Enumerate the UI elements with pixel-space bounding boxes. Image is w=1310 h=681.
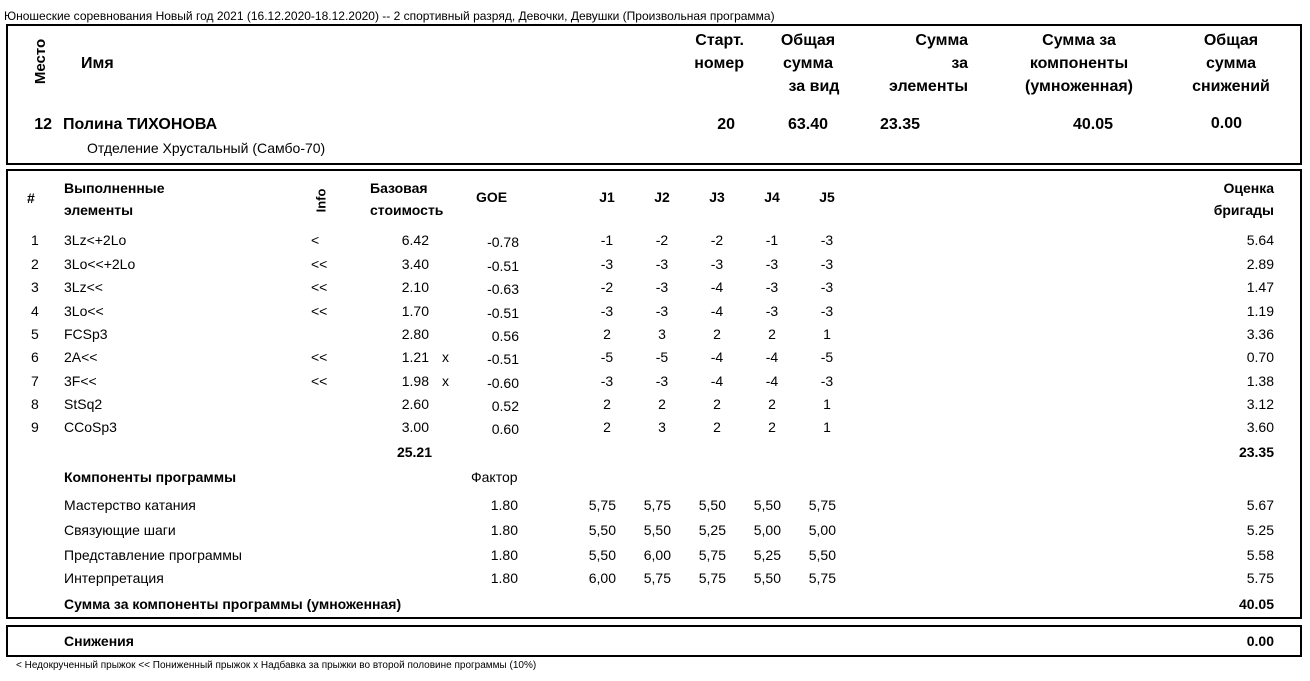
element-info: << — [311, 303, 328, 319]
component-judge-3: 5,75 — [698, 570, 726, 586]
component-judge-1: 5,50 — [588, 547, 616, 563]
component-name: Интерпретация — [64, 570, 164, 586]
element-name: FCSp3 — [64, 326, 108, 342]
event-title: Юношеские соревнования Новый год 2021 (16.12.2020-18.12.2020) -- 2 спортивный разряд, Девочки, Девушки (Произвольная программа) — [4, 9, 775, 23]
component-score: 5.75 — [1246, 570, 1274, 586]
elements-base-total: 25.21 — [396, 444, 432, 460]
elements-total-header: Сумма за элементы — [889, 32, 968, 95]
component-judge-5: 5,50 — [808, 547, 836, 563]
skater-deductions: 0.00 — [1210, 115, 1242, 132]
component-judge-2: 5,75 — [643, 497, 671, 513]
element-judge-4: -1 — [765, 232, 779, 248]
component-factor: 1.80 — [490, 570, 518, 586]
element-num: 4 — [31, 303, 39, 319]
element-judge-4: 2 — [768, 419, 776, 435]
element-name: 3Lo<< — [64, 303, 104, 319]
element-name: 3F<< — [64, 373, 97, 389]
element-name: 3Lz<< — [64, 279, 103, 295]
component-score: 5.58 — [1246, 547, 1274, 563]
component-name: Связующие шаги — [64, 522, 176, 538]
component-name: Мастерство катания — [64, 497, 196, 513]
component-judge-3: 5,50 — [698, 497, 726, 513]
component-factor: 1.80 — [490, 522, 518, 538]
element-judge-5: -3 — [820, 373, 834, 389]
element-name: 2A<< — [64, 349, 98, 365]
element-info: < — [311, 232, 320, 248]
element-base: 1.21 — [401, 349, 429, 365]
components-title: Компоненты программы — [64, 469, 237, 485]
element-name: 3Lo<<+2Lo — [64, 256, 136, 272]
components-total-value: 40.05 — [1238, 596, 1274, 612]
deductions-box — [6, 625, 1302, 657]
element-base: 6.42 — [401, 232, 429, 248]
skater-place: 12 — [34, 116, 52, 133]
element-score: 5.64 — [1246, 232, 1274, 248]
skater-name: Полина ТИХОНОВА — [63, 116, 218, 133]
component-judge-5: 5,00 — [808, 522, 836, 538]
component-judge-2: 6,00 — [643, 547, 671, 563]
judge-header-1: J1 — [599, 189, 615, 205]
element-judge-2: 3 — [658, 419, 666, 435]
component-judge-1: 6,00 — [588, 570, 616, 586]
component-judge-4: 5,00 — [753, 522, 781, 538]
element-judge-3: -4 — [710, 349, 724, 365]
judge-header-4: J4 — [764, 189, 780, 205]
component-judge-1: 5,75 — [588, 497, 616, 513]
element-base: 3.40 — [401, 256, 429, 272]
element-judge-3: -4 — [710, 279, 724, 295]
component-judge-5: 5,75 — [808, 497, 836, 513]
element-score: 3.60 — [1246, 419, 1274, 435]
elements-score-total: 23.35 — [1238, 444, 1274, 460]
element-score: 2.89 — [1246, 256, 1274, 272]
judge-header-2: J2 — [654, 189, 670, 205]
element-judge-5: -3 — [820, 303, 834, 319]
element-judge-1: -3 — [600, 303, 614, 319]
element-base: 1.70 — [401, 303, 429, 319]
element-judge-3: -3 — [710, 256, 724, 272]
element-judge-2: -3 — [655, 256, 669, 272]
element-judge-4: 2 — [768, 326, 776, 342]
element-judge-1: -3 — [600, 373, 614, 389]
element-bonus-mark: x — [442, 349, 449, 365]
element-name: StSq2 — [64, 396, 103, 412]
element-judge-5: 1 — [823, 396, 831, 412]
element-score: 1.19 — [1246, 303, 1274, 319]
deductions-total-header: Общая сумма снижений — [1192, 32, 1270, 95]
element-judge-3: 2 — [713, 396, 721, 412]
element-goe: 0.52 — [491, 398, 519, 414]
element-judge-3: 2 — [713, 419, 721, 435]
skater-total-score: 63.40 — [787, 116, 828, 133]
total-score-header: Общая сумма за вид — [780, 32, 840, 95]
element-judge-2: -3 — [655, 303, 669, 319]
component-judge-2: 5,75 — [643, 570, 671, 586]
element-judge-4: -4 — [765, 349, 779, 365]
element-name: CCoSp3 — [64, 419, 117, 435]
element-score: 3.12 — [1246, 396, 1274, 412]
element-goe: -0.60 — [487, 375, 519, 391]
element-name: 3Lz<+2Lo — [64, 232, 127, 248]
element-judge-3: -4 — [710, 303, 724, 319]
element-score: 1.38 — [1246, 373, 1274, 389]
element-num: 5 — [31, 326, 39, 342]
element-goe: -0.51 — [487, 305, 519, 321]
place-header: Место — [32, 38, 50, 85]
element-judge-3: -4 — [710, 373, 724, 389]
element-judge-4: 2 — [768, 396, 776, 412]
element-judge-5: 1 — [823, 419, 831, 435]
element-judge-2: -2 — [655, 232, 669, 248]
component-name: Представление программы — [64, 547, 242, 563]
element-judge-5: -5 — [820, 349, 834, 365]
component-factor: 1.80 — [490, 497, 518, 513]
deductions-value: 0.00 — [1246, 633, 1274, 649]
element-score: 3.36 — [1246, 326, 1274, 342]
element-base: 1.98 — [401, 373, 429, 389]
judge-header-5: J5 — [819, 189, 835, 205]
element-base: 3.00 — [401, 419, 429, 435]
element-num: 8 — [31, 396, 39, 412]
element-score: 1.47 — [1246, 279, 1274, 295]
element-info: << — [311, 279, 328, 295]
element-goe: -0.78 — [487, 234, 519, 250]
skater-components-score: 40.05 — [1072, 116, 1113, 133]
component-judge-4: 5,50 — [753, 497, 781, 513]
elements-header-num: # — [27, 190, 35, 206]
deductions-label: Снижения — [64, 633, 134, 649]
element-judge-5: 1 — [823, 326, 831, 342]
element-judge-2: 3 — [658, 326, 666, 342]
element-info: << — [311, 256, 328, 272]
element-judge-4: -3 — [765, 279, 779, 295]
element-judge-1: -2 — [600, 279, 614, 295]
element-judge-3: 2 — [713, 326, 721, 342]
components-factor-header: Фактор — [471, 469, 518, 485]
element-judge-5: -3 — [820, 279, 834, 295]
element-num: 2 — [31, 256, 39, 272]
component-judge-2: 5,50 — [643, 522, 671, 538]
element-base: 2.10 — [401, 279, 429, 295]
element-goe: 0.56 — [491, 328, 519, 344]
component-score: 5.67 — [1246, 497, 1274, 513]
element-num: 6 — [31, 349, 39, 365]
element-judge-5: -3 — [820, 256, 834, 272]
element-num: 3 — [31, 279, 39, 295]
component-judge-3: 5,25 — [698, 522, 726, 538]
element-judge-2: 2 — [658, 396, 666, 412]
elements-header-name: Выполненные элементы — [64, 180, 165, 218]
element-num: 1 — [31, 232, 39, 248]
name-header: Имя — [81, 55, 114, 72]
element-judge-1: -1 — [600, 232, 614, 248]
element-judge-2: -3 — [655, 279, 669, 295]
element-base: 2.80 — [401, 326, 429, 342]
element-base: 2.60 — [401, 396, 429, 412]
component-judge-3: 5,75 — [698, 547, 726, 563]
component-score: 5.25 — [1246, 522, 1274, 538]
element-goe: -0.51 — [487, 258, 519, 274]
element-judge-5: -3 — [820, 232, 834, 248]
component-judge-5: 5,75 — [808, 570, 836, 586]
element-judge-2: -3 — [655, 373, 669, 389]
component-factor: 1.80 — [490, 547, 518, 563]
elements-header-goe: GOE — [476, 189, 508, 205]
element-judge-1: 2 — [603, 396, 611, 412]
element-judge-4: -4 — [765, 373, 779, 389]
components-total-label: Сумма за компоненты программы (умноженная) — [64, 596, 402, 612]
elements-header-info: Info — [313, 188, 329, 213]
legend: < Недокрученный прыжок << Пониженный прыжок x Надбавка за прыжки во второй половине программы (10%) — [16, 660, 537, 671]
element-judge-3: -2 — [710, 232, 724, 248]
element-goe: -0.63 — [487, 281, 519, 297]
components-total-header: Сумма за компоненты (умноженная) — [1025, 32, 1133, 95]
element-num: 7 — [31, 373, 39, 389]
element-judge-4: -3 — [765, 303, 779, 319]
element-info: << — [311, 349, 328, 365]
element-judge-1: -5 — [600, 349, 614, 365]
element-judge-1: -3 — [600, 256, 614, 272]
component-judge-4: 5,25 — [753, 547, 781, 563]
judge-header-3: J3 — [709, 189, 725, 205]
skater-elements-score: 23.35 — [880, 116, 921, 133]
skater-start-number: 20 — [717, 116, 735, 133]
elements-header-base: Базовая стоимость — [370, 180, 444, 218]
element-judge-1: 2 — [603, 419, 611, 435]
element-score: 0.70 — [1246, 349, 1274, 365]
component-judge-4: 5,50 — [753, 570, 781, 586]
element-goe: 0.60 — [491, 421, 519, 437]
elements-header-panel: Оценка бригады — [1213, 180, 1274, 218]
start-number-header: Старт. номер — [694, 32, 744, 72]
element-goe: -0.51 — [487, 351, 519, 367]
component-judge-1: 5,50 — [588, 522, 616, 538]
element-bonus-mark: x — [442, 373, 449, 389]
element-judge-4: -3 — [765, 256, 779, 272]
skater-club: Отделение Хрустальный (Самбо-70) — [87, 140, 326, 156]
element-judge-1: 2 — [603, 326, 611, 342]
element-judge-2: -5 — [655, 349, 669, 365]
element-num: 9 — [31, 419, 39, 435]
element-info: << — [311, 373, 328, 389]
